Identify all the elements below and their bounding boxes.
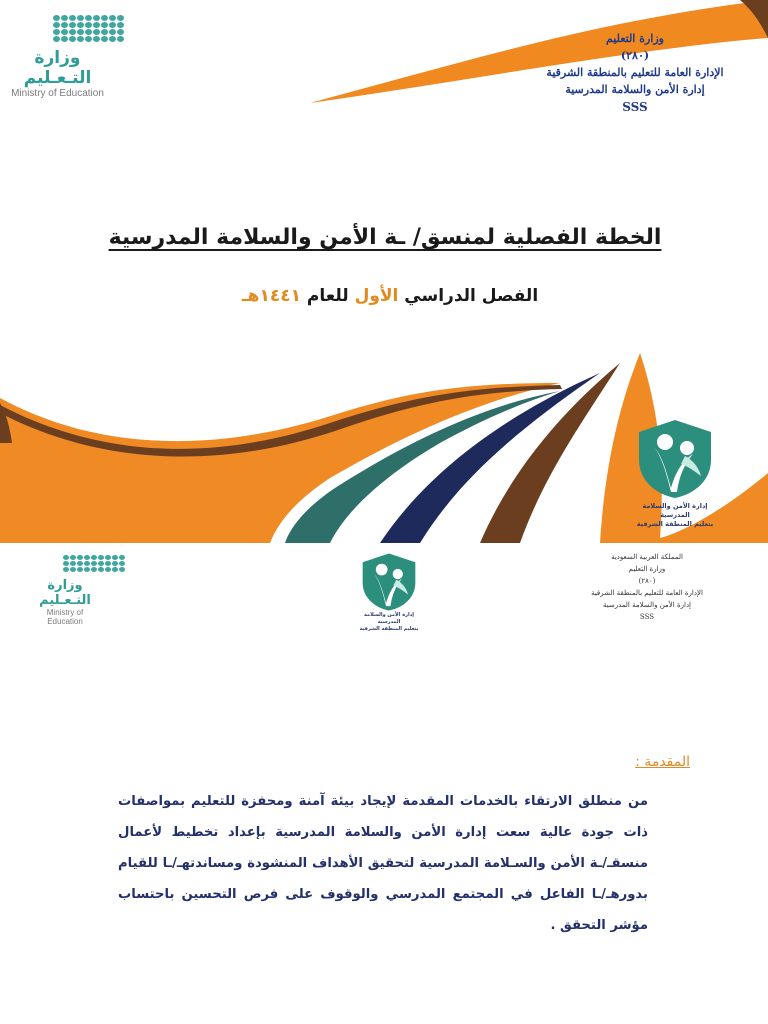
document-subtitle	[200, 286, 580, 306]
shield-icon	[637, 418, 713, 500]
ministry-logo	[10, 15, 105, 99]
logo-dots-icon	[53, 15, 105, 42]
header-line: وزارة التعليم	[628, 565, 666, 573]
logo-dots-icon	[63, 555, 100, 572]
security-emblem	[630, 418, 720, 529]
header-line: الإدارة العامة للتعليم بالمنطقة الشرقية	[546, 66, 724, 79]
header-line: SSS	[639, 613, 655, 621]
emblem-caption-line: بتعليم المنطقة الشرقية	[636, 520, 714, 528]
header-line: (٢٨٠)	[638, 577, 656, 585]
header-line: وزارة التعليم	[606, 32, 664, 45]
emblem-caption-line: إدارة الأمن والسلامة المدرسية	[363, 612, 415, 625]
emblem-caption-line: بتعليم المنطقة الشرقية	[359, 626, 419, 632]
emblem-caption	[352, 612, 426, 633]
header-line: SSS	[622, 100, 648, 114]
subtitle-year: ١٤٤١هـ	[241, 286, 301, 306]
header-line: إدارة الأمن والسلامة المدرسية	[602, 601, 692, 609]
subtitle-semester: الفصل الدراسي	[404, 286, 539, 306]
intro-header	[572, 551, 722, 623]
header-line: إدارة الأمن والسلامة المدرسية	[565, 83, 705, 96]
header-line: الإدارة العامة للتعليم بالمنطقة الشرقية	[591, 589, 703, 597]
emblem-caption	[630, 502, 720, 529]
header-line: (٢٨٠)	[620, 49, 650, 62]
intro-paragraph: من منطلق الارتقاء بالخدمات المقدمة لإيجاد بيئة آمنة ومحفزة للتعليم بمواصفات ذات جودة عالية سعت إدارة الأمن والسلامة المدرسية بإعداد تخطيط لأعمال منسقـ/ـة الأمن والسـلامة المدرسية لتحقيق الأهداف المنشودة ومساندتهـ/ـا للقيام بدورهـ/ـا الفاعل في المجتمع المدرسي والوقوف على فرص التحسين باحتساب مؤشر التحقق .	[118, 794, 648, 933]
intro-page	[0, 543, 768, 1024]
security-emblem-small	[352, 552, 426, 633]
logo-arabic: وزارة التـعـليم	[39, 578, 91, 608]
subtitle-year-label: للعام	[306, 286, 349, 306]
logo-english: Ministry of Education	[46, 608, 84, 626]
header-line: المملكة العربية السعودية	[611, 553, 683, 561]
shield-icon	[361, 552, 417, 612]
ministry-logo-small	[30, 555, 100, 626]
cover-header	[520, 30, 750, 116]
logo-english: Ministry of Education	[11, 88, 104, 99]
intro-heading: المقدمة :	[635, 754, 690, 770]
document-title: الخطة الفصلية لمنسق/ ـة الأمن والسلامة المدرسية	[108, 225, 662, 250]
subtitle-highlight: الأول	[354, 286, 399, 306]
logo-arabic: وزارة التـعـليم	[23, 48, 92, 88]
emblem-caption-line: إدارة الأمن والسلامة المدرسية	[642, 502, 708, 519]
